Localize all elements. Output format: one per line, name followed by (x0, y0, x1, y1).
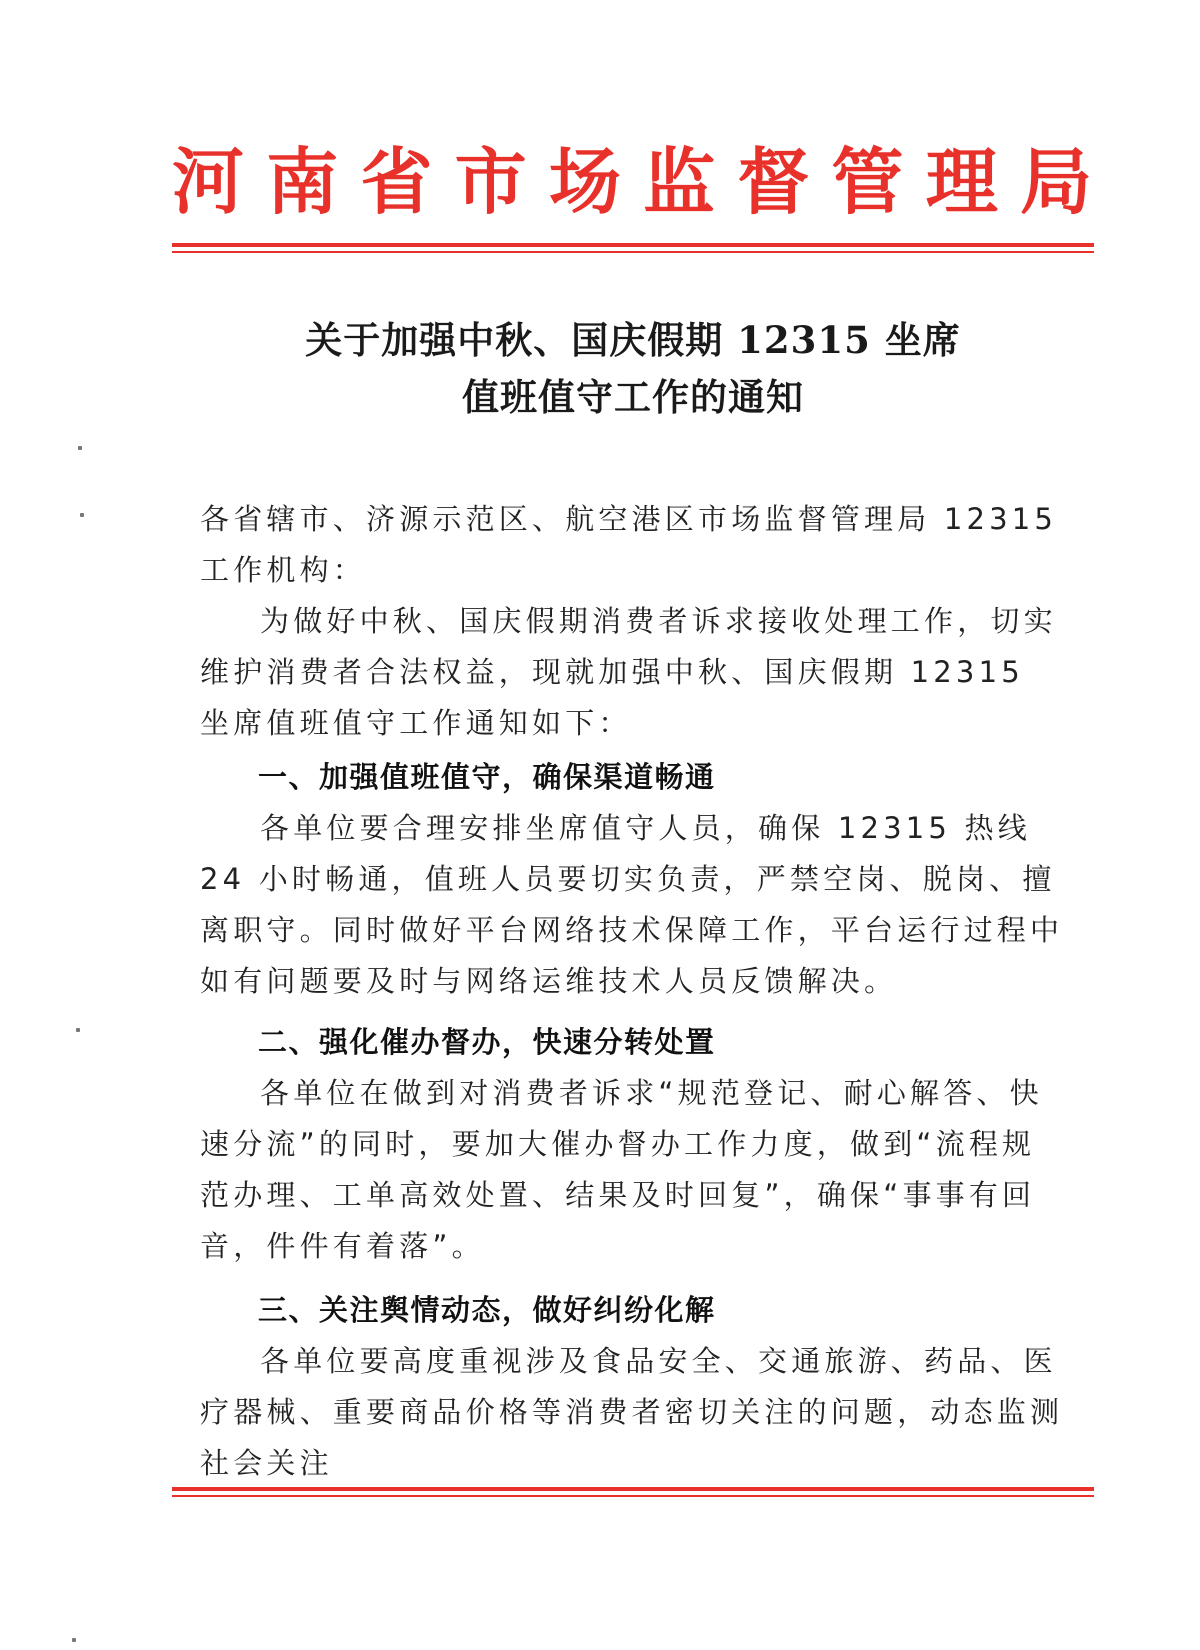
scan-speck (76, 1028, 80, 1032)
section-2-heading: 二、强化催办督办，快速分转处置 (258, 1025, 716, 1059)
letterhead-char: 局 (1019, 139, 1092, 224)
letterhead-char: 场 (548, 139, 621, 224)
letterhead-char: 市 (454, 139, 527, 224)
scan-speck (80, 513, 84, 517)
document-title-line1: 关于加强中秋、国庆假期 12315 坐席 (305, 318, 961, 362)
scan-speck (72, 1638, 76, 1642)
letterhead-char: 督 (737, 139, 810, 224)
letterhead-red-rule-thick (172, 243, 1094, 247)
section-3-paragraph: 各单位要高度重视涉及食品安全、交通旅游、药品、医疗器械、重要商品价格等消费者密切关注的问题，动态监测社会关注 (200, 1344, 1064, 1480)
letterhead-char: 监 (643, 139, 716, 224)
section-1-heading: 一、加强值班值守，确保渠道畅通 (258, 760, 716, 794)
section-1-paragraph: 各单位要合理安排坐席值守人员，确保 12315 热线 24 小时畅通，值班人员要切实负责，严禁空岗、脱岗、擅离职守。同时做好平台网络技术保障工作，平台运行过程中如有问题要及时与网络运维技术人员反馈解决。 (200, 811, 1064, 998)
letterhead-red-rule-thin (172, 251, 1094, 253)
letterhead-char: 理 (925, 139, 998, 224)
document-title-line2: 值班值守工作的通知 (462, 375, 804, 419)
letterhead-char: 南 (266, 139, 339, 224)
letterhead-char: 省 (360, 139, 433, 224)
addressee: 各省辖市、济源示范区、航空港区市场监督管理局 12315 工作机构： (200, 502, 1058, 587)
footer-red-rule-thin (172, 1495, 1094, 1497)
intro-paragraph: 为做好中秋、国庆假期消费者诉求接收处理工作，切实维护消费者合法权益，现就加强中秋、国庆假期 12315 坐席值班值守工作通知如下： (200, 604, 1057, 740)
scan-speck (78, 446, 82, 450)
letterhead-char: 管 (831, 139, 904, 224)
footer-red-rule-thick (172, 1487, 1094, 1491)
letterhead-char: 河 (172, 139, 245, 224)
letterhead-org-name (172, 138, 1092, 226)
section-2-paragraph: 各单位在做到对消费者诉求“规范登记、耐心解答、快速分流”的同时，要加大催办督办工作力度，做到“流程规范办理、工单高效处置、结果及时回复”，确保“事事有回音，件件有着落”。 (200, 1076, 1043, 1263)
section-3-heading: 三、关注舆情动态，做好纠纷化解 (258, 1293, 716, 1327)
